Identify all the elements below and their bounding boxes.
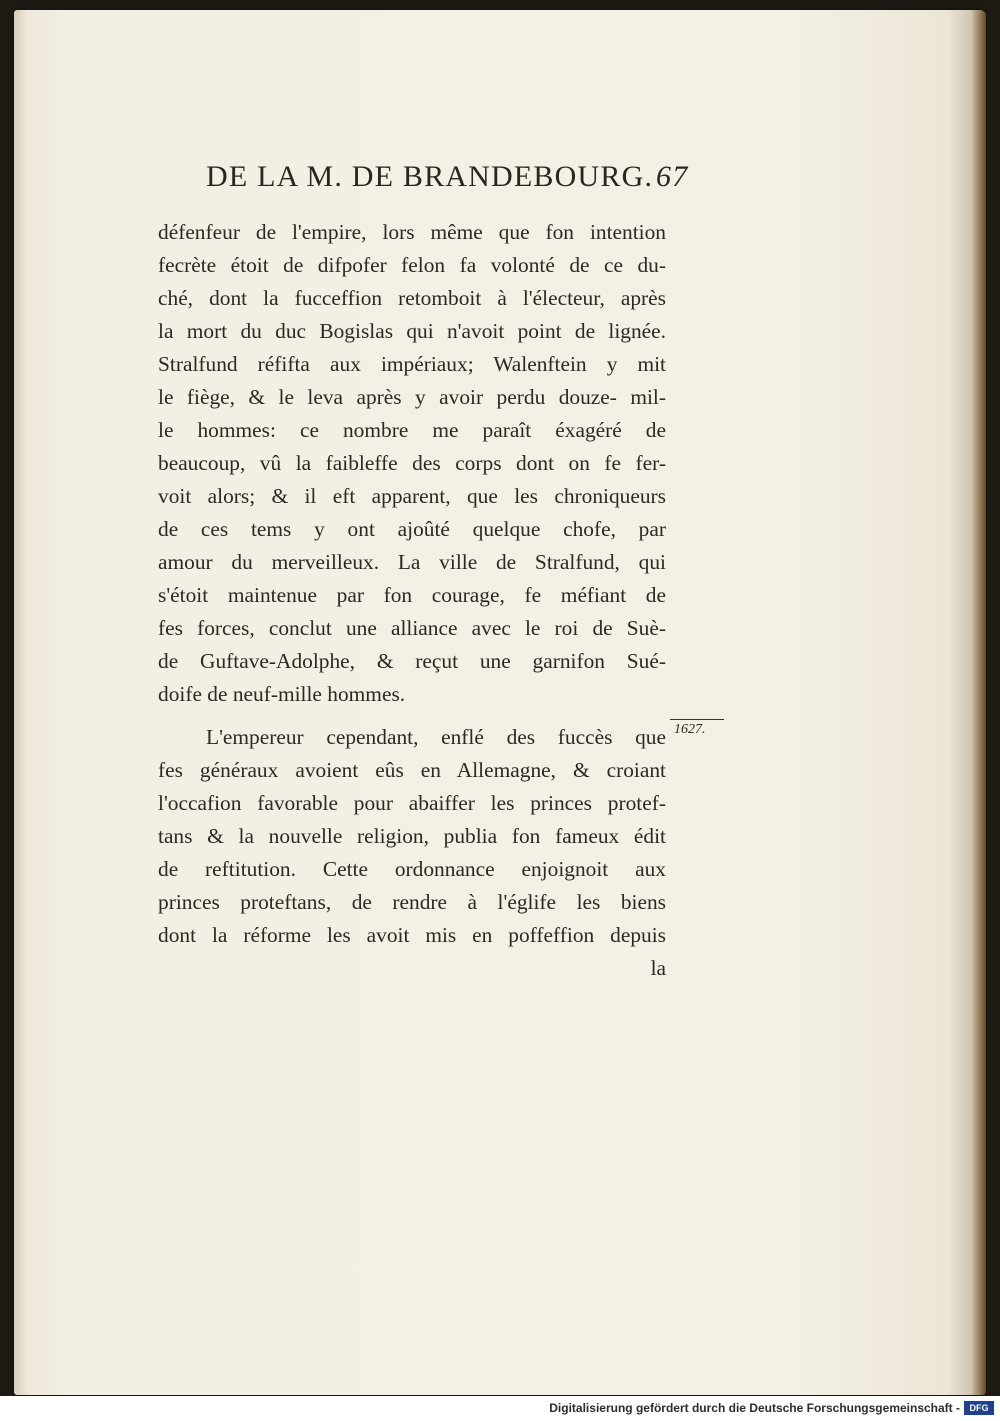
text-line: L'empereur cependant, enflé des fuccès que (206, 725, 666, 749)
marginal-rule (670, 719, 724, 720)
running-head (194, 160, 694, 204)
body-text (158, 216, 666, 985)
text-line: fes généraux avoient eûs en Allemagne, & croiant (158, 758, 666, 782)
text-line: fecrète étoit de difpofer felon fa volonté de ce du- (158, 253, 666, 277)
page-edge (972, 10, 986, 1395)
text-line: défenfeur de l'empire, lors même que fon intention (158, 220, 666, 244)
text-line: voit alors; & il eft apparent, que les chroniqueurs (158, 484, 666, 508)
text-line: Stralfund réfifta aux impériaux; Walenftein y mit (158, 352, 666, 376)
text-line: beaucoup, vû la faibleffe des corps dont on fe fer- (158, 451, 666, 475)
text-line: la mort du duc Bogislas qui n'avoit point de lignée. (158, 319, 666, 343)
running-head-title: DE LA M. DE BRANDEBOURG. (206, 160, 654, 193)
page-number: 67 (656, 160, 689, 193)
text-line: doife de neuf-mille hommes. (158, 682, 406, 706)
text-line: l'occafion favorable pour abaiffer les princes protef- (158, 791, 666, 815)
text-line: de ces tems y ont ajoûté quelque chofe, par (158, 517, 666, 541)
text-line: s'étoit maintenue par fon courage, fe méfiant de (158, 583, 666, 607)
text-line: amour du merveilleux. La ville de Stralfund, qui (158, 550, 666, 574)
catchword: la (650, 956, 666, 980)
dfg-logo: DFG (964, 1401, 994, 1415)
footer-credit: Digitalisierung gefördert durch die Deutsche Forschungsgemeinschaft - (549, 1401, 960, 1415)
text-line: le hommes: ce nombre me paraît éxagéré de (158, 418, 666, 442)
text-line: tans & la nouvelle religion, publia fon fameux édit (158, 824, 666, 848)
text-line: princes proteftans, de rendre à l'églife les biens (158, 890, 666, 914)
text-line: fes forces, conclut une alliance avec le roi de Suè- (158, 616, 666, 640)
text-line: le fiège, & le leva après y avoir perdu douze- mil- (158, 385, 666, 409)
text-line: de reftitution. Cette ordonnance enjoignoit aux (158, 857, 666, 881)
footer-bar (0, 1396, 1000, 1421)
marginal-year: 1627. (674, 722, 706, 737)
text-line: dont la réforme les avoit mis en poffeffion depuis (158, 923, 666, 947)
text-line: ché, dont la fucceffion retomboit à l'électeur, après (158, 286, 666, 310)
text-line: de Guftave-Adolphe, & reçut une garnifon Sué- (158, 649, 666, 673)
